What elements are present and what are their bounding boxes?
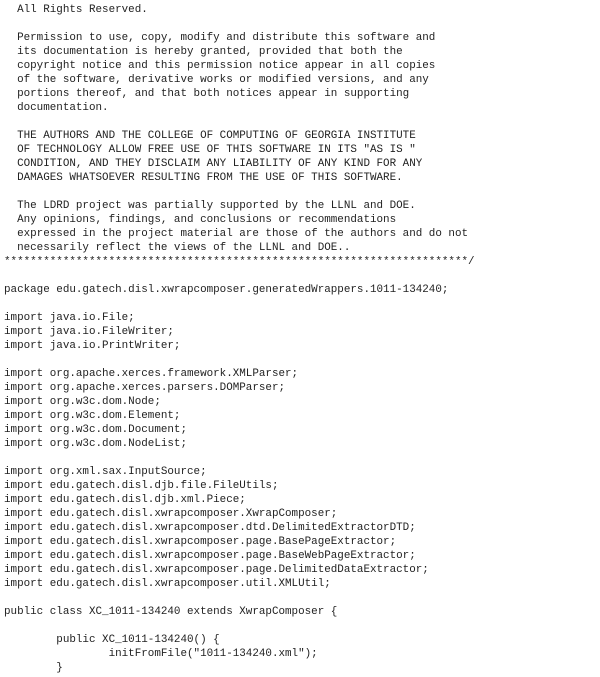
code-line: package edu.gatech.disl.xwrapcomposer.generatedWrappers.1011-134240;	[4, 284, 449, 296]
code-line: import org.apache.xerces.framework.XMLParser;	[4, 368, 299, 380]
source-code-document	[4, 3, 475, 675]
code-line: ***********************************************************************/	[4, 256, 475, 268]
code-line	[4, 451, 475, 465]
code-line: import edu.gatech.disl.xwrapcomposer.page.BaseWebPageExtractor;	[4, 550, 416, 562]
code-line: Permission to use, copy, modify and distribute this software and	[4, 32, 436, 44]
code-line	[4, 297, 475, 311]
code-line: import org.w3c.dom.Node;	[4, 396, 161, 408]
code-line: public XC_1011-134240() {	[4, 634, 220, 646]
code-line: copyright notice and this permission notice appear in all copies	[4, 60, 436, 72]
code-line: import edu.gatech.disl.xwrapcomposer.XwrapComposer;	[4, 508, 338, 520]
code-line: import edu.gatech.disl.xwrapcomposer.page.BasePageExtractor;	[4, 536, 397, 548]
code-line	[4, 269, 475, 283]
code-line: Any opinions, findings, and conclusions or recommendations	[4, 214, 397, 226]
code-line: documentation.	[4, 102, 109, 114]
code-line: import edu.gatech.disl.xwrapcomposer.util.XMLUtil;	[4, 578, 331, 590]
code-line: All Rights Reserved.	[4, 4, 148, 16]
code-line: import org.apache.xerces.parsers.DOMParser;	[4, 382, 286, 394]
code-line: of the software, derivative works or modified versions, and any	[4, 74, 429, 86]
code-line: import edu.gatech.disl.xwrapcomposer.page.DelimitedDataExtractor;	[4, 564, 429, 576]
code-line: import java.io.File;	[4, 312, 135, 324]
code-line: import org.w3c.dom.Document;	[4, 424, 187, 436]
code-line: THE AUTHORS AND THE COLLEGE OF COMPUTING OF GEORGIA INSTITUTE	[4, 130, 416, 142]
code-line: DAMAGES WHATSOEVER RESULTING FROM THE USE OF THIS SOFTWARE.	[4, 172, 403, 184]
code-line: import edu.gatech.disl.djb.xml.Piece;	[4, 494, 246, 506]
code-line: import org.w3c.dom.Element;	[4, 410, 181, 422]
code-line	[4, 185, 475, 199]
code-line: initFromFile("1011-134240.xml");	[4, 648, 318, 660]
code-line	[4, 115, 475, 129]
code-line: portions thereof, and that both notices appear in supporting	[4, 88, 410, 100]
code-line	[4, 17, 475, 31]
code-line: The LDRD project was partially supported by the LLNL and DOE.	[4, 200, 416, 212]
code-line: public class XC_1011-134240 extends XwrapComposer {	[4, 606, 338, 618]
code-line: import java.io.FileWriter;	[4, 326, 174, 338]
code-line: CONDITION, AND THEY DISCLAIM ANY LIABILITY OF ANY KIND FOR ANY	[4, 158, 423, 170]
code-line: import org.xml.sax.InputSource;	[4, 466, 207, 478]
code-line: import java.io.PrintWriter;	[4, 340, 181, 352]
code-line: import edu.gatech.disl.xwrapcomposer.dtd.DelimitedExtractorDTD;	[4, 522, 416, 534]
code-line: }	[4, 662, 63, 674]
code-line: OF TECHNOLOGY ALLOW FREE USE OF THIS SOFTWARE IN ITS "AS IS "	[4, 144, 416, 156]
code-line: import org.w3c.dom.NodeList;	[4, 438, 187, 450]
code-line	[4, 619, 475, 633]
code-line	[4, 591, 475, 605]
code-line	[4, 353, 475, 367]
code-line: import edu.gatech.disl.djb.file.FileUtils;	[4, 480, 279, 492]
code-line: its documentation is hereby granted, provided that both the	[4, 46, 403, 58]
code-line: expressed in the project material are those of the authors and do not	[4, 228, 469, 240]
code-line: necessarily reflect the views of the LLNL and DOE..	[4, 242, 351, 254]
